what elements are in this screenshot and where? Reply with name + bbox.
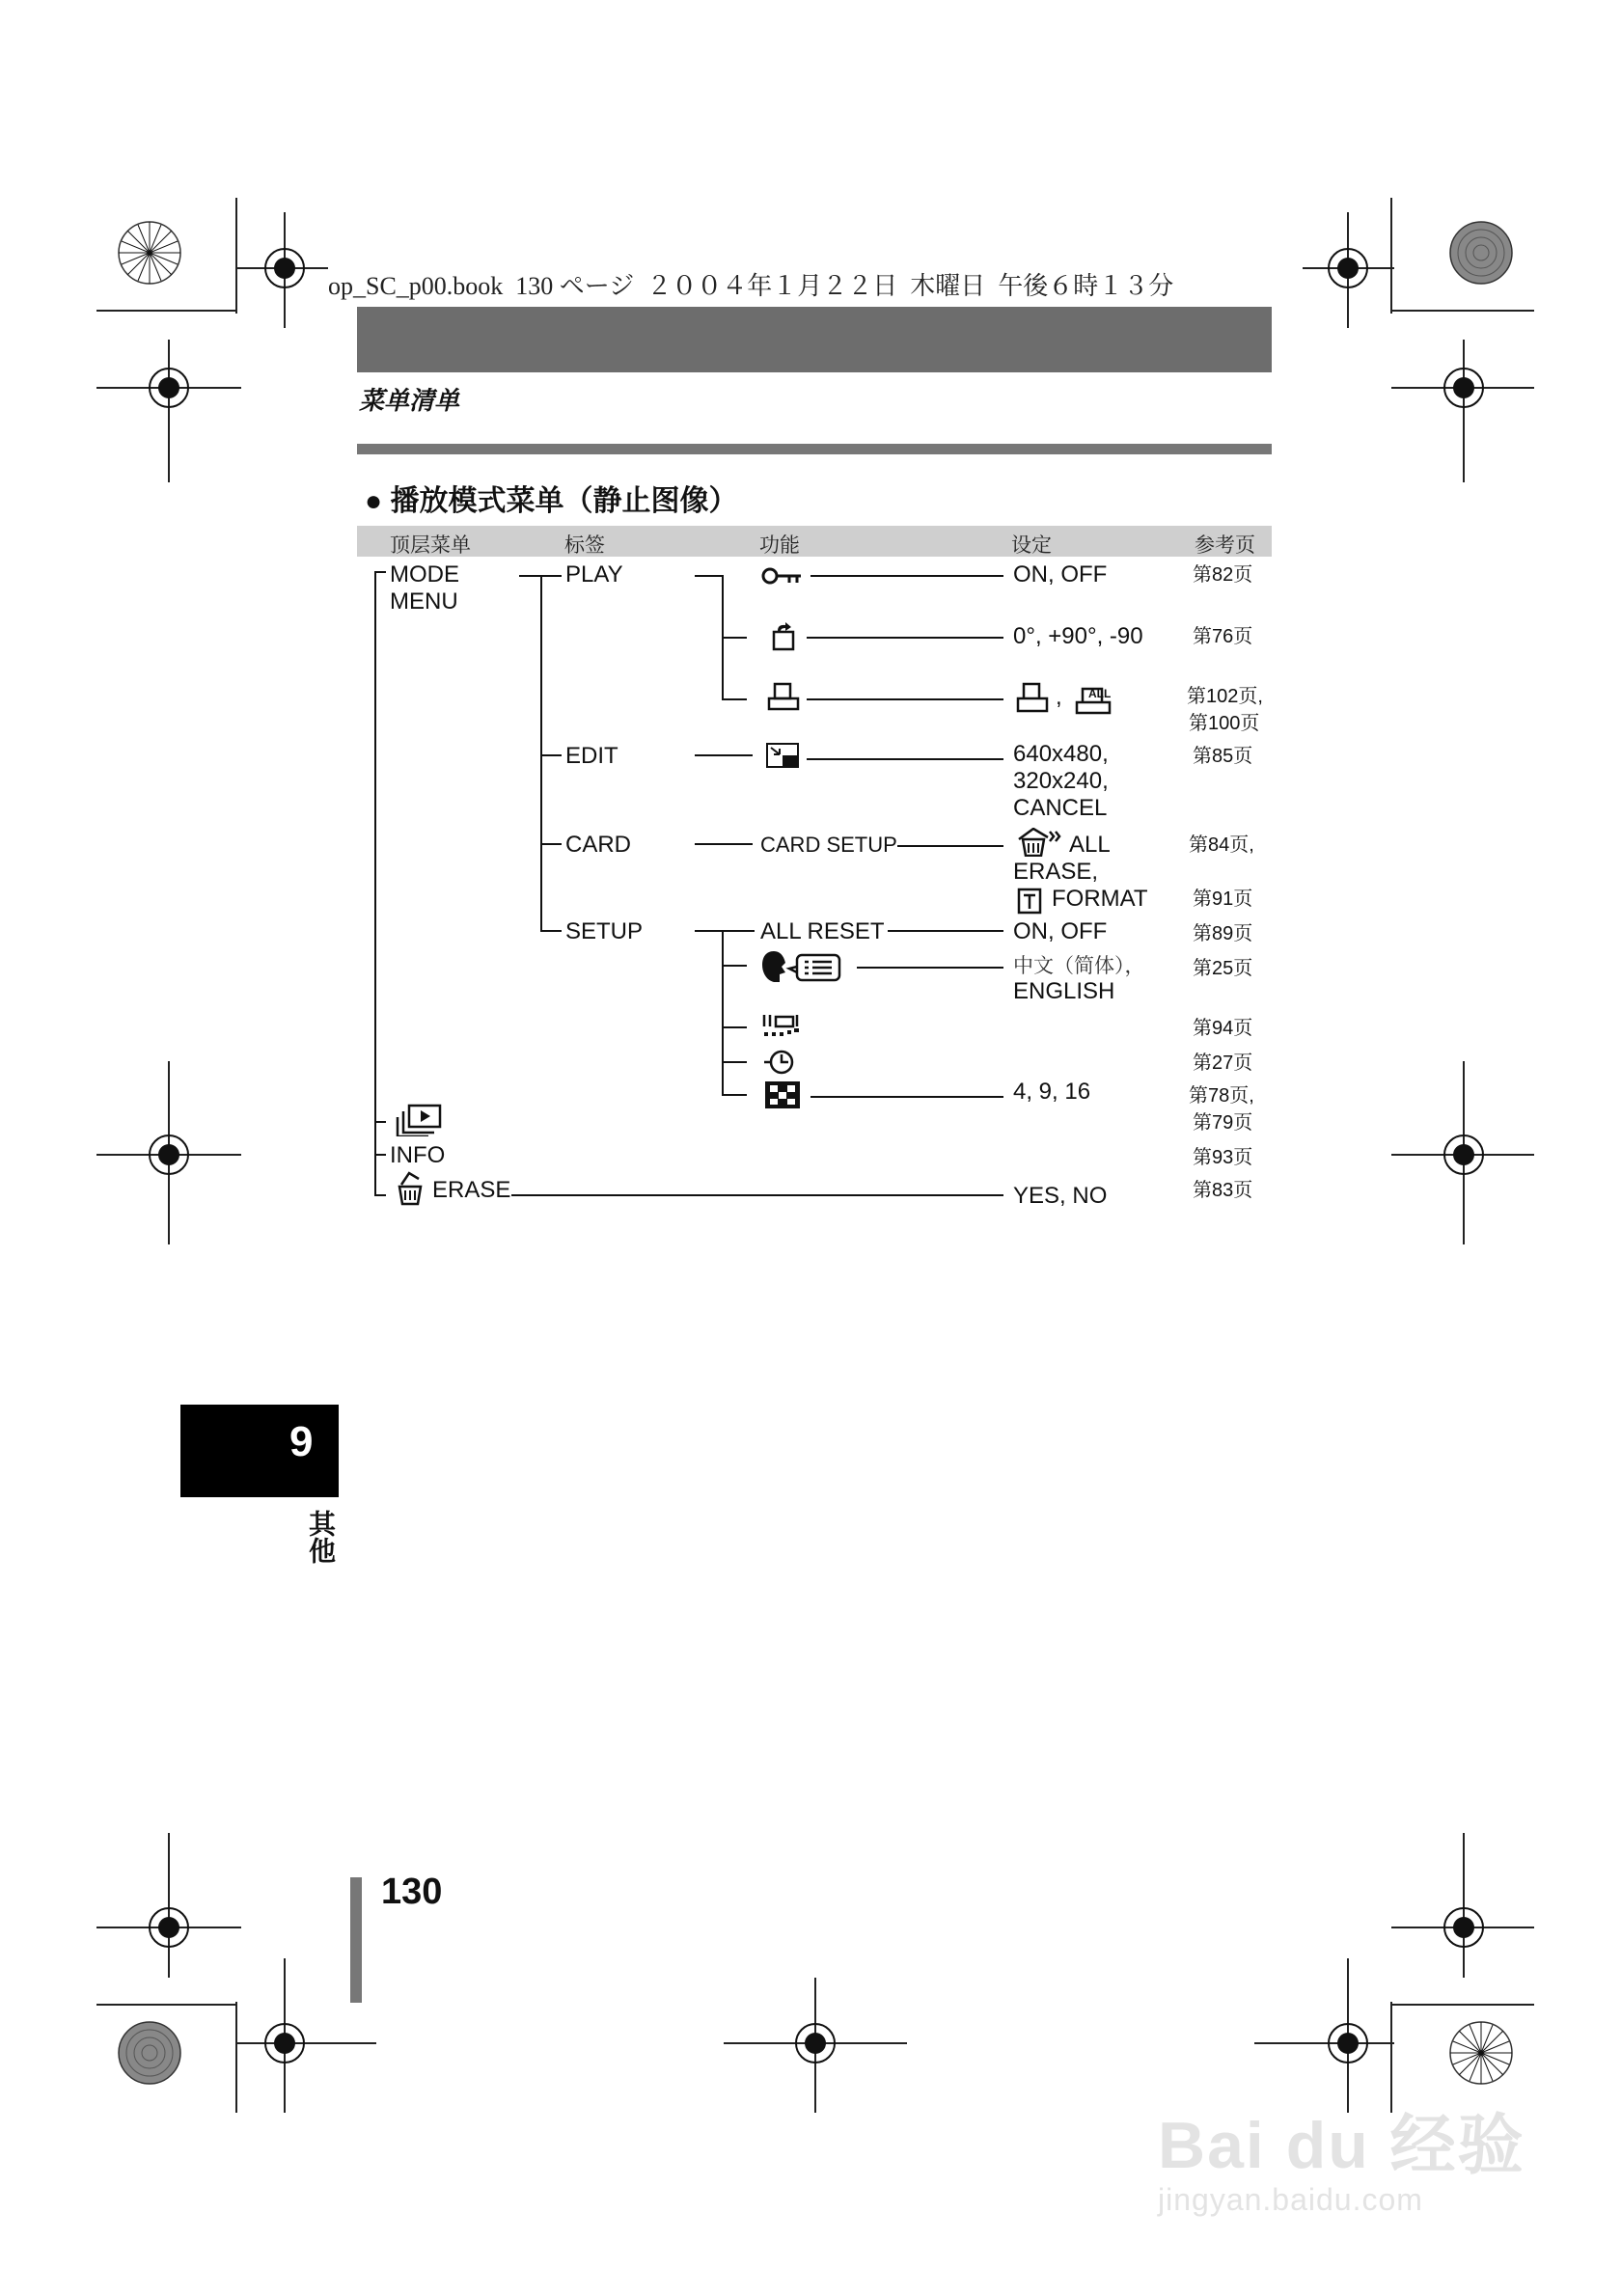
svg-text:ALL: ALL [1088,687,1112,700]
tree-line [722,930,724,1096]
page-rotate: 第76页 [1193,626,1253,647]
tree-line [722,1026,747,1028]
leader-line [807,698,1003,700]
setting-language-2: ENGLISH [1013,978,1115,1004]
page-card-2: 第91页 [1193,888,1253,910]
page-title: ● 播放模式菜单（静止图像） [365,485,738,517]
chapter-label: 其他 [306,1510,336,1564]
all-erase-icon [1015,828,1063,857]
print-info: op_SC_p00.book 130 ページ ２００４年１月２２日 木曜日 午後６時１３分 [328,272,1174,300]
section-label: 菜单清单 [359,386,460,415]
erase-trash-icon [394,1171,428,1206]
setting-format: FORMAT [1052,886,1148,912]
chapter-tab [180,1405,339,1497]
rotate-icon [768,622,799,651]
tree-line [695,754,753,756]
tab-play: PLAY [565,561,623,588]
watermark-logo: Bai du 经验 [1158,2109,1525,2182]
mode-menu-label-2: MENU [390,588,458,615]
resize-icon [766,743,799,768]
tree-line [722,1061,747,1063]
watermark-url: jingyan.baidu.com [1158,2182,1423,2217]
leader-line [888,930,1003,932]
page-monitor: 第94页 [1193,1018,1253,1039]
page-clock: 第27页 [1193,1052,1253,1074]
col-setting: 设定 [1011,534,1052,557]
page-all-reset: 第89页 [1193,923,1253,944]
leader-line [810,575,1003,577]
tree-line [374,571,376,1196]
setting-all-erase-2: ERASE, [1013,859,1099,885]
tree-line [374,571,386,573]
col-function: 功能 [759,534,800,557]
setting-resize-3: CANCEL [1013,795,1108,821]
tab-setup: SETUP [565,918,644,944]
leader-line [807,637,1003,639]
setting-all-erase-1: ALL [1069,832,1111,858]
tree-line [540,754,562,756]
tree-line [374,1121,386,1123]
col-tab: 标签 [564,534,605,557]
protect-key-icon [760,565,807,587]
tree-line [540,930,562,932]
tree-line [374,1194,386,1196]
setting-rotate: 0°, +90°, -90 [1013,623,1143,649]
all-reset-label: ALL RESET [760,918,885,944]
slideshow-icon [396,1104,442,1136]
tree-line [722,1094,747,1096]
page-print-2: 第100页 [1189,713,1260,734]
page-number: 130 [381,1872,443,1912]
leader-line [511,1194,1003,1196]
erase-label: ERASE [432,1177,511,1203]
page-erase: 第83页 [1193,1180,1253,1201]
page-index-1: 第78页, [1189,1085,1254,1107]
header-bar [357,307,1272,372]
col-top-menu: 顶层菜单 [390,534,471,557]
leader-line [897,845,1003,847]
page-protect: 第82页 [1193,564,1253,586]
tree-line [374,1154,386,1156]
format-icon [1017,888,1042,915]
leader-line [807,758,1003,760]
setting-language-1: 中文（简体）， [1013,955,1145,977]
page-print-1: 第102页, [1187,686,1263,707]
print-options-icon [1015,681,1121,716]
page-index-2: 第79页 [1193,1112,1253,1134]
setting-resize-2: 320x240, [1013,768,1109,794]
tree-line [695,843,753,845]
tree-line [695,930,755,932]
tree-line [722,965,747,967]
page-number-bar [350,1877,362,2003]
setting-erase: YES, NO [1013,1183,1108,1209]
chapter-number: 9 [289,1418,314,1465]
print-icon [766,681,801,712]
setting-protect: ON, OFF [1013,561,1108,588]
tree-line [695,575,724,577]
setting-index: 4, 9, 16 [1013,1079,1091,1105]
svg-text:,: , [1056,684,1062,710]
setting-all-reset: ON, OFF [1013,918,1108,944]
page-card-1: 第84页, [1189,834,1254,856]
tree-line [540,575,542,932]
leader-line [857,967,1003,969]
page-resize: 第85页 [1193,746,1253,767]
leader-line [810,1096,1003,1098]
monitor-brightness-icon [762,1013,801,1040]
page-info: 第93页 [1193,1147,1253,1168]
mode-menu-label: MODE [390,561,459,588]
card-setup-label: CARD SETUP [760,833,897,857]
tree-line [722,637,747,639]
tab-edit: EDIT [565,743,618,769]
tab-card: CARD [565,832,632,858]
tree-line [540,843,562,845]
col-ref-page: 参考页 [1195,534,1255,557]
tree-line [722,698,747,700]
info-label: INFO [390,1142,446,1168]
setting-resize-1: 640x480, [1013,741,1109,767]
language-icon [762,949,843,984]
clock-icon [762,1050,801,1075]
page-language: 第25页 [1193,958,1253,979]
index-display-icon [764,1080,801,1109]
section-rule [357,444,1272,454]
table-header [357,526,1272,557]
